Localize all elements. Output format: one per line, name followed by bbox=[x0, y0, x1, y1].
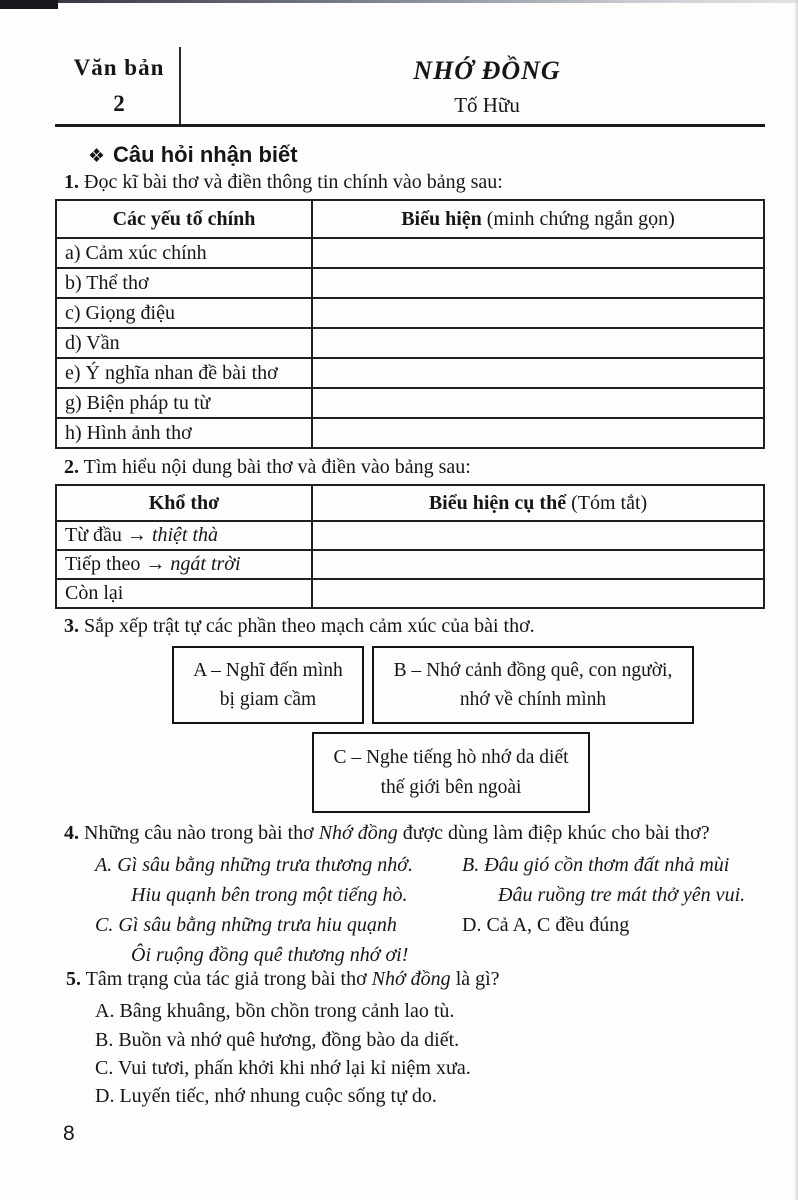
order-box-a bbox=[172, 646, 364, 724]
header-vertical-divider bbox=[179, 47, 181, 125]
question-3-text: Sắp xếp trật tự các phần theo mạch cảm xúc của bài thơ. bbox=[79, 615, 535, 637]
question-2-number: 2. bbox=[64, 456, 79, 478]
stanza-label: Từ đầu → thiệt thà bbox=[56, 521, 312, 550]
order-box-c-line2: thế giới bên ngoài bbox=[380, 776, 522, 798]
element-label: d) Vần bbox=[56, 328, 312, 358]
q5-option-a: A. Bâng khuâng, bồn chồn trong cảnh lao tù. bbox=[95, 1000, 455, 1022]
table-row bbox=[56, 328, 764, 358]
question-1-number: 1. bbox=[64, 171, 79, 193]
q4-option-c-line1: C. Gì sâu bằng những trưa hiu quạnh bbox=[95, 914, 397, 936]
element-label: h) Hình ảnh thơ bbox=[56, 418, 312, 448]
answer-cell bbox=[312, 388, 764, 418]
answer-cell bbox=[312, 328, 764, 358]
question-4-text-after: được dùng làm điệp khúc cho bài thơ? bbox=[397, 822, 710, 844]
table-row bbox=[56, 238, 764, 268]
q5-option-b: B. Buồn và nhớ quê hương, đồng bào da diết. bbox=[95, 1029, 460, 1051]
question-4-poem-title: Nhớ đồng bbox=[318, 822, 398, 844]
section-heading bbox=[88, 142, 298, 168]
table1-col2-header: Biểu hiện (minh chứng ngắn gọn) bbox=[312, 200, 764, 238]
scan-artifact-corner bbox=[0, 0, 58, 9]
question-4-number: 4. bbox=[64, 822, 79, 844]
question-3-number: 3. bbox=[64, 615, 79, 637]
answer-cell bbox=[312, 298, 764, 328]
stanza-label: Còn lại bbox=[56, 579, 312, 608]
header-rule bbox=[55, 124, 765, 127]
question-4-text-before: Những câu nào trong bài thơ bbox=[79, 822, 319, 844]
poem-title: NHỚ ĐỒNG bbox=[413, 56, 561, 85]
table-row bbox=[56, 358, 764, 388]
table-header-row bbox=[56, 485, 764, 521]
q4-option-a-line2: Hiu quạnh bên trong một tiếng hò. bbox=[131, 884, 408, 906]
element-label: e) Ý nghĩa nhan đề bài thơ bbox=[56, 358, 312, 388]
table-row bbox=[56, 579, 764, 608]
stanza-label: Tiếp theo → ngát trời bbox=[56, 550, 312, 579]
element-label: a) Cảm xúc chính bbox=[56, 238, 312, 268]
table-header-row bbox=[56, 200, 764, 238]
question-5-poem-title: Nhớ đồng bbox=[371, 968, 451, 990]
scan-artifact-topline bbox=[0, 0, 798, 3]
question-5 bbox=[66, 968, 500, 991]
stanza-table bbox=[55, 484, 765, 609]
question-5-text-before: Tâm trạng của tác giả trong bài thơ bbox=[81, 968, 372, 990]
table1-col1-header: Các yếu tố chính bbox=[56, 200, 312, 238]
answer-cell bbox=[312, 358, 764, 388]
question-4 bbox=[64, 822, 710, 845]
poem-author: Tố Hữu bbox=[454, 93, 520, 117]
element-label: g) Biện pháp tu từ bbox=[56, 388, 312, 418]
answer-cell bbox=[312, 550, 764, 579]
order-box-a-line2: bị giam cầm bbox=[219, 689, 317, 710]
table-row bbox=[56, 550, 764, 579]
answer-cell bbox=[312, 268, 764, 298]
elements-table bbox=[55, 199, 765, 449]
question-3 bbox=[64, 615, 535, 638]
table2-col2-header: Biểu hiện cụ thể (Tóm tắt) bbox=[312, 485, 764, 521]
q4-option-c-line2: Ôi ruộng đồng quê thương nhớ ơi! bbox=[131, 944, 409, 966]
section-heading-label: Câu hỏi nhận biết bbox=[113, 142, 298, 167]
q5-option-d: D. Luyến tiếc, nhớ nhung cuộc sống tự do. bbox=[95, 1085, 437, 1107]
document-label: Văn bản bbox=[73, 55, 165, 80]
order-box-c-line1: C – Nghe tiếng hò nhớ da diết bbox=[333, 747, 569, 769]
question-5-number: 5. bbox=[66, 968, 81, 990]
q4-option-a-line1: A. Gì sâu bằng những trưa thương nhớ. bbox=[95, 854, 413, 876]
question-5-text-after: là gì? bbox=[450, 968, 500, 990]
q4-option-d: D. Cả A, C đều đúng bbox=[462, 914, 630, 936]
question-2-text: Tìm hiểu nội dung bài thơ và điền vào bảng sau: bbox=[79, 456, 471, 478]
answer-cell bbox=[312, 521, 764, 550]
table-row bbox=[56, 418, 764, 448]
question-1-text: Đọc kĩ bài thơ và điền thông tin chính vào bảng sau: bbox=[79, 171, 503, 193]
order-box-b-line1: B – Nhớ cảnh đồng quê, con người, bbox=[393, 659, 673, 681]
order-box-a-line1: A – Nghĩ đến mình bbox=[193, 659, 343, 681]
question-2 bbox=[64, 456, 471, 479]
q5-option-c: C. Vui tươi, phấn khởi khi nhớ lại kỉ niệm xưa. bbox=[95, 1057, 471, 1079]
answer-cell bbox=[312, 418, 764, 448]
table2-col1-header: Khổ thơ bbox=[56, 485, 312, 521]
order-box-b bbox=[372, 646, 694, 724]
answer-cell bbox=[312, 579, 764, 608]
table-row bbox=[56, 388, 764, 418]
scan-artifact-right-edge bbox=[794, 0, 798, 1200]
table-row bbox=[56, 268, 764, 298]
q4-option-b-line2: Đâu ruồng tre mát thở yên vui. bbox=[498, 884, 746, 906]
answer-cell bbox=[312, 238, 764, 268]
question-1 bbox=[64, 171, 503, 194]
element-label: c) Giọng điệu bbox=[56, 298, 312, 328]
element-label: b) Thể thơ bbox=[56, 268, 312, 298]
order-box-b-line2: nhớ về chính mình bbox=[459, 689, 607, 710]
table-row bbox=[56, 298, 764, 328]
header-title-block bbox=[200, 56, 774, 118]
document-number: 2 bbox=[113, 91, 125, 116]
diamond-icon: ❖ bbox=[88, 146, 106, 167]
q4-option-b-line1: B. Đâu gió cồn thơm đất nhả mùi bbox=[462, 854, 730, 876]
table-row bbox=[56, 521, 764, 550]
order-box-c bbox=[312, 732, 590, 813]
page-number: 8 bbox=[63, 1122, 75, 1145]
